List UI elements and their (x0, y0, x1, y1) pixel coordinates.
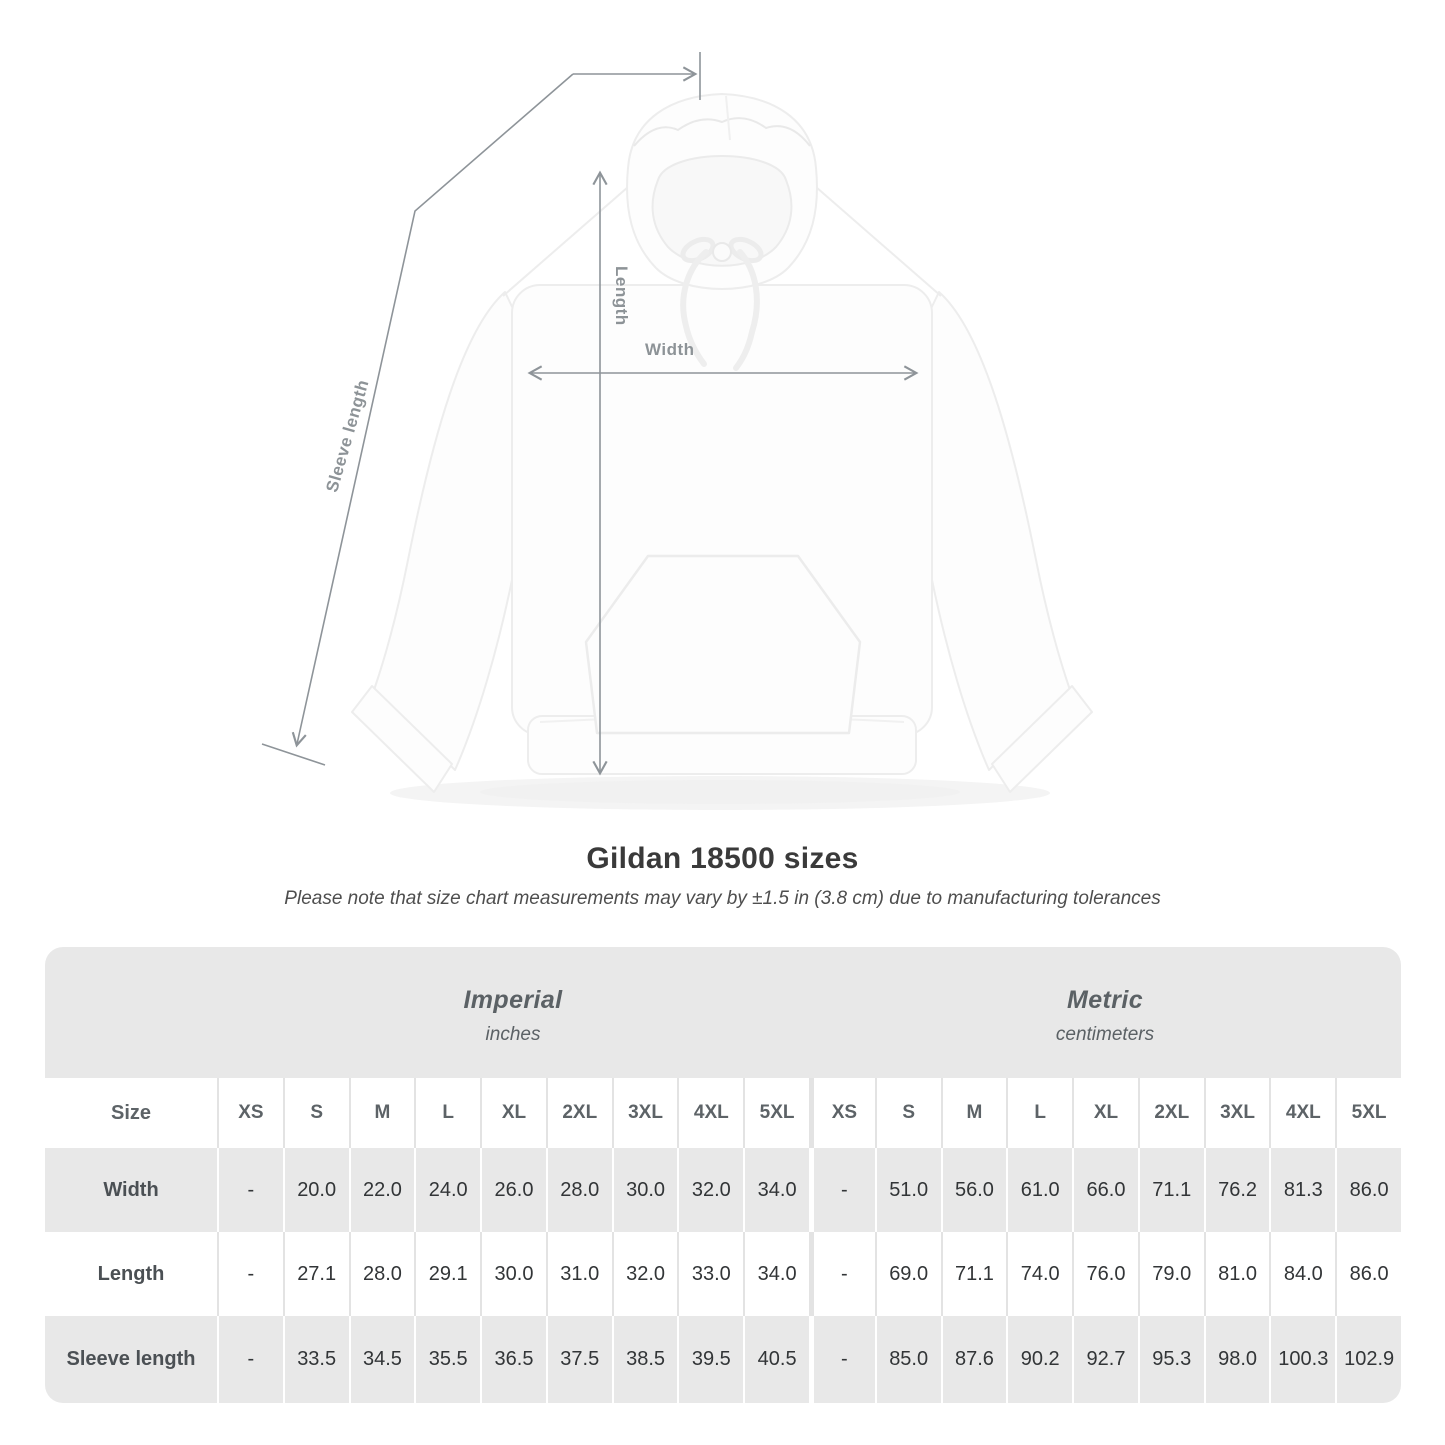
value-cell: 22.0 (349, 1148, 415, 1232)
size-header-cell: XS (809, 1078, 875, 1148)
size-header-cell: 2XL (546, 1078, 612, 1148)
value-cell: 74.0 (1006, 1232, 1072, 1316)
value-cell: - (217, 1316, 283, 1403)
value-cell: 33.5 (283, 1316, 349, 1403)
row-label: Sleeve length (66, 1348, 196, 1370)
table-row-length (45, 1232, 1401, 1316)
size-header-cell: 3XL (1204, 1078, 1270, 1148)
length-label: Length (612, 266, 631, 326)
metric-header (809, 947, 1401, 1078)
page-title: Gildan 18500 sizes (586, 842, 859, 875)
imperial-header (217, 947, 809, 1078)
size-header-cell: 5XL (1335, 1078, 1401, 1148)
value-cell: 38.5 (612, 1316, 678, 1403)
value-cell: 32.0 (612, 1232, 678, 1316)
size-header-cell: XS (217, 1078, 283, 1148)
value-cell: 102.9 (1335, 1316, 1401, 1403)
value-cell: 36.5 (480, 1316, 546, 1403)
value-cell: 24.0 (414, 1148, 480, 1232)
size-header-cell: S (283, 1078, 349, 1148)
value-cell: 86.0 (1335, 1232, 1401, 1316)
value-cell: 30.0 (480, 1232, 546, 1316)
table-row-width (45, 1148, 1401, 1232)
row-label: Width (103, 1178, 159, 1201)
value-cell: - (809, 1316, 875, 1403)
heading-block (0, 842, 1445, 910)
value-cell: - (217, 1232, 283, 1316)
tolerance-note: Please note that size chart measurements may vary by ±1.5 in (3.8 cm) due to manufacturing tolerances (284, 888, 1161, 909)
row-label: Length (45, 1232, 217, 1316)
value-cell: 37.5 (546, 1316, 612, 1403)
value-cell: 69.0 (875, 1232, 941, 1316)
size-header-row (45, 1078, 1401, 1148)
right-shoulder-seam (808, 180, 941, 296)
value-cell: 34.0 (743, 1148, 809, 1232)
size-header-cell: 4XL (677, 1078, 743, 1148)
bow-knot (713, 243, 731, 261)
value-cell: 76.2 (1204, 1148, 1270, 1232)
value-cell: 29.1 (414, 1232, 480, 1316)
value-cell: 56.0 (941, 1148, 1007, 1232)
metric-unit-label: centimeters (1055, 1023, 1155, 1045)
value-cell: 61.0 (1006, 1148, 1072, 1232)
value-cell: 90.2 (1006, 1316, 1072, 1403)
value-cell: 32.0 (677, 1148, 743, 1232)
value-cell: 35.5 (414, 1316, 480, 1403)
value-cell: 20.0 (283, 1148, 349, 1232)
value-cell: 84.0 (1269, 1232, 1335, 1316)
value-cell: 28.0 (546, 1148, 612, 1232)
value-cell: 98.0 (1204, 1316, 1270, 1403)
value-cell: 28.0 (349, 1232, 415, 1316)
value-cell: 71.1 (941, 1232, 1007, 1316)
value-cell: 31.0 (546, 1232, 612, 1316)
value-cell: - (809, 1232, 875, 1316)
value-cell: 34.0 (743, 1232, 809, 1316)
value-cell: 33.0 (677, 1232, 743, 1316)
size-header-cell: 3XL (612, 1078, 678, 1148)
value-cell: 79.0 (1138, 1232, 1204, 1316)
value-cell: 27.1 (283, 1232, 349, 1316)
value-cell: 40.5 (743, 1316, 809, 1403)
value-cell: 51.0 (875, 1148, 941, 1232)
size-header-cell: XL (480, 1078, 546, 1148)
value-cell: 81.0 (1204, 1232, 1270, 1316)
sleeve-length-label: Sleeve length (322, 377, 373, 495)
size-header-cell: 2XL (1138, 1078, 1204, 1148)
size-header-cell: 4XL (1269, 1078, 1335, 1148)
value-cell: 87.6 (941, 1316, 1007, 1403)
value-cell: 95.3 (1138, 1316, 1204, 1403)
value-cell: 85.0 (875, 1316, 941, 1403)
value-cell: 34.5 (349, 1316, 415, 1403)
size-header-cell: 5XL (743, 1078, 809, 1148)
imperial-unit-label: inches (485, 1023, 541, 1045)
value-cell: - (809, 1148, 875, 1232)
size-table (45, 947, 1401, 1403)
size-header-cell: M (941, 1078, 1007, 1148)
size-header-cell: S (875, 1078, 941, 1148)
value-cell: 92.7 (1072, 1316, 1138, 1403)
size-header-cell: L (414, 1078, 480, 1148)
unit-header-spacer (45, 947, 217, 1078)
size-col-header: Size (45, 1078, 217, 1148)
value-cell: 26.0 (480, 1148, 546, 1232)
value-cell: 81.3 (1269, 1148, 1335, 1232)
value-cell: 30.0 (612, 1148, 678, 1232)
size-header-cell: M (349, 1078, 415, 1148)
value-cell: 66.0 (1072, 1148, 1138, 1232)
width-label: Width (645, 340, 695, 359)
size-header-cell: L (1006, 1078, 1072, 1148)
size-header-cell: XL (1072, 1078, 1138, 1148)
value-cell: 76.0 (1072, 1232, 1138, 1316)
imperial-label: Imperial (463, 985, 563, 1014)
value-cell: 100.3 (1269, 1316, 1335, 1403)
left-sleeve (374, 292, 530, 770)
unit-header-row (45, 947, 1401, 1078)
value-cell: - (217, 1148, 283, 1232)
value-cell: 71.1 (1138, 1148, 1204, 1232)
table-row-sleeve-length (45, 1316, 1401, 1403)
value-cell: 39.5 (677, 1316, 743, 1403)
right-sleeve (914, 292, 1070, 770)
metric-label: Metric (1066, 985, 1144, 1014)
value-cell: 86.0 (1335, 1148, 1401, 1232)
